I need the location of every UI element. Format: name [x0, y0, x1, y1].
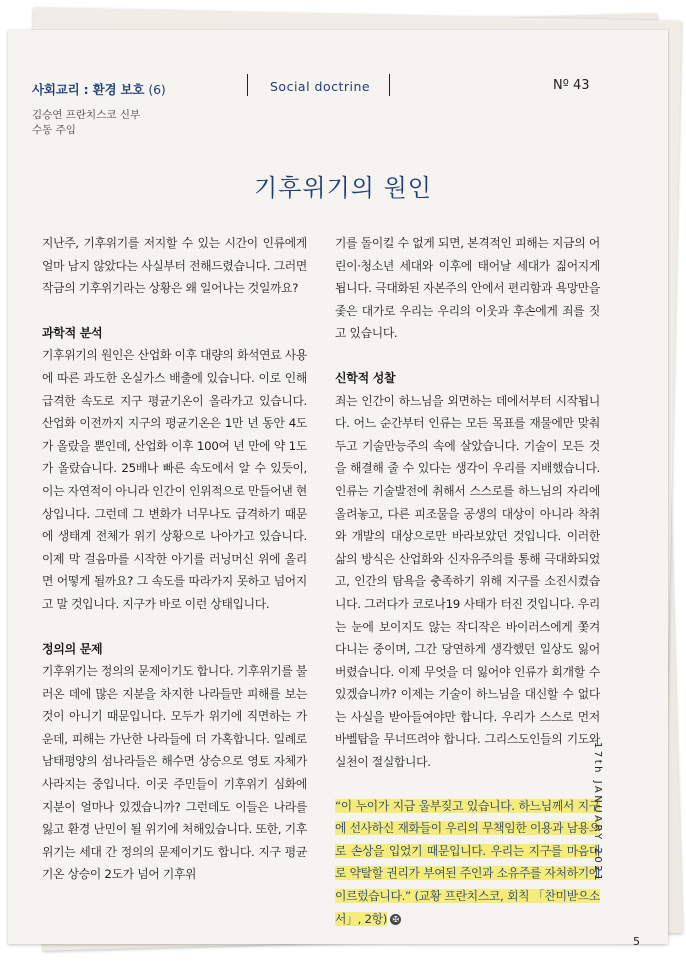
- continued-paragraph: 기를 돌이킬 수 없게 되면, 본격적인 피해는 지금의 어린이·청소년 세대와 이후에 태어날 세대가 짊어지게 됩니다. 극대화된 자본주의 안에서 편리함과 욕망만을 좇은 대가로 우리는 우리의 이웃과 후손에게 죄를 짓고 있습니다.: [335, 236, 600, 341]
- issue-number: Nº 43: [553, 78, 590, 93]
- header-divider-right: [389, 74, 390, 96]
- series-title: [32, 80, 166, 98]
- article-title: 기후위기의 원인: [254, 174, 432, 202]
- series-number: (6): [148, 82, 166, 97]
- intro-paragraph: 지난주, 기후위기를 저지할 수 있는 시간이 인류에게 얼마 남지 않았다는 사실부터 전해드렸습니다. 그러면 작금의 기후위기라는 상황은 왜 일어나는 것일까요?: [42, 236, 307, 296]
- cross-icon: ✠: [390, 914, 401, 925]
- header-divider-left: [247, 74, 248, 96]
- author-role: 수동 주임: [32, 124, 76, 136]
- series-label: 사회교리 : 환경 보호: [32, 82, 145, 97]
- header-left: [32, 80, 166, 138]
- section-label: Social doctrine: [270, 79, 371, 94]
- pope-quote: [335, 795, 600, 931]
- heading-theological-reflection: 신학적 성찰: [335, 370, 396, 385]
- paragraph-justice: 기후위기는 정의의 문제이기도 합니다. 기후위기를 불러온 데에 많은 지분을 차지한 나라들만 피해를 보는 것이 아니기 때문입니다. 모두가 위기에 직면하는 가운데, 피해는 가난한 나라들에 더 가혹합니다. 일례로 남태평양의 섬나라들은 해수면 상승으로 영토 자체가 사라지는 중입니다. 이곳 주민들이 기후위기 심화에 지분이 얼마나 있겠습니까? 그런데도 이들은 나라를 잃고 환경 난민이 될 위기에 처해있습니다. 또한, 기후위기는 세대 간 정의의 문제이기도 합니다. 지구 평균기온 상승이 2도가 넘어 기후위: [42, 664, 307, 882]
- quote-text: “이 누이가 지금 울부짖고 있습니다. 하느님께서 지구에 선사하신 재화들이 우리의 무책임한 이용과 남용으로 손상을 입었기 때문입니다. 우리는 지구를 마음대로 약탈할 권리가 부여된 주인과 소유주를 자처하기에 이르렀습니다.” (교황 프란치스코, 회칙 「찬미받으소서」, 2항): [335, 798, 600, 926]
- heading-justice: 정의의 문제: [42, 641, 103, 656]
- page-number: 5: [633, 935, 640, 948]
- heading-scientific-analysis: 과학적 분석: [42, 325, 103, 340]
- author-name: 김승연 프란치스코 신부: [32, 109, 141, 121]
- issue-date: 17th JANUARY 2021: [592, 742, 603, 883]
- left-column: [42, 232, 307, 886]
- paragraph-scientific-analysis: 기후위기의 원인은 산업화 이후 대량의 화석연료 사용에 따른 과도한 온실가스 배출에 있습니다. 이로 인해 급격한 속도로 지구 평균기온이 올라가고 있습니다. 산업화 이전까지 지구의 평균기온은 1만 년 동안 4도가 올랐을 뿐인데, 산업화 이후 100여 년 만에 약 1도가 올랐습니다. 25배나 빠른 속도에서 알 수 있듯이, 이는 자연적이 아니라 인간이 인위적으로 만들어낸 현상입니다. 그런데 그 변화가 너무나도 급격하기 때문에 생태계 전체가 위기 상황으로 나아가고 있습니다. 이제 막 걸음마를 시작한 아기를 러닝머신 위에 올리면 어떻게 될까요? 그 속도를 따라가지 못하고 넘어지고 말 것입니다. 지구가 바로 이런 상태입니다.: [42, 348, 307, 611]
- author-info: [32, 108, 166, 138]
- right-column: [335, 232, 600, 930]
- paragraph-theological-reflection: 죄는 인간이 하느님을 외면하는 데에서부터 시작됩니다. 어느 순간부터 인류는 모든 목표를 재물에만 맞춰 두고 기술만능주의 속에 살았습니다. 기술이 모든 것을 해결해 줄 수 있다는 생각이 우리를 지배했습니다. 인류는 기술발전에 취해서 스스로를 하느님의 자리에 올려놓고, 다른 피조물을 공생의 대상이 아니라 착취와 개발의 대상으로만 바라보았던 것입니다. 이러한 삶의 방식은 산업화와 신자유주의를 통해 극대화되었고, 인간의 탐욕을 충족하기 위해 지구를 소진시켰습니다. 그러다가 코로나19 사태가 터진 것입니다. 우리는 눈에 보이지도 않는 작디작은 바이러스에게 쫓겨 다니는 중이며, 그간 당연하게 생각했던 일상도 잃어버렸습니다. 이제 무엇을 더 잃어야 인류가 회개할 수 있겠습니까? 이제는 기술이 하느님을 대신할 수 없다는 사실을 받아들여야만 합니다. 우리가 스스로 먼저 바벨탑을 무너뜨려야 합니다. 그리스도인들의 기도와 실천이 절실합니다.: [335, 393, 600, 770]
